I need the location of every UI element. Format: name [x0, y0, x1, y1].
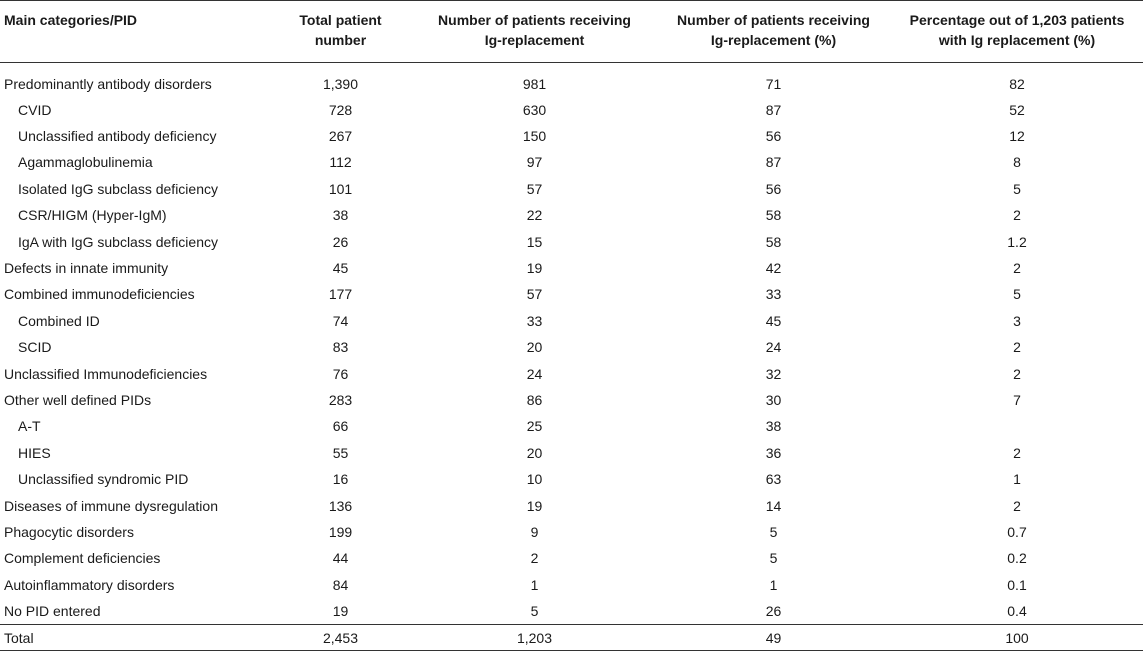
- cell-total: 76: [332, 365, 349, 382]
- table-row: [0, 149, 1143, 175]
- cell-ig-percent: 56: [765, 180, 782, 197]
- table-row: [0, 308, 1143, 334]
- cell-percent-of-1203: 0.1: [1007, 576, 1027, 593]
- cell-total: 2,453: [322, 629, 359, 646]
- cell-percent-of-1203: 5: [1013, 286, 1021, 303]
- cell-ig-percent: 26: [765, 602, 782, 619]
- row-label: No PID entered: [4, 602, 101, 619]
- cell-percent-of-1203: 100: [1005, 629, 1029, 646]
- cell-ig-percent: 42: [765, 260, 782, 277]
- row-label: Phagocytic disorders: [4, 523, 134, 540]
- cell-ig-count: 86: [526, 391, 543, 408]
- cell-total: 101: [328, 180, 353, 197]
- cell-percent-of-1203: 3: [1013, 312, 1021, 329]
- cell-percent-of-1203: 2: [1013, 260, 1021, 277]
- table-row: [0, 413, 1143, 439]
- cell-total: 44: [332, 550, 349, 567]
- cell-total: 199: [328, 523, 353, 540]
- table-row: [0, 202, 1143, 228]
- table-row: [0, 123, 1143, 149]
- table-total-row: [0, 624, 1143, 650]
- row-label: Diseases of immune dysregulation: [4, 497, 218, 514]
- row-label: CSR/HIGM (Hyper-IgM): [18, 207, 167, 224]
- column-header-total: Total patient number: [268, 1, 413, 63]
- cell-total: 177: [328, 286, 353, 303]
- row-label: SCID: [18, 339, 52, 356]
- cell-ig-percent: 30: [765, 391, 782, 408]
- table-row: [0, 466, 1143, 492]
- table-row: [0, 281, 1143, 307]
- cell-ig-count: 150: [522, 128, 547, 145]
- cell-ig-count: 19: [526, 260, 543, 277]
- cell-ig-count: 2: [530, 550, 539, 567]
- row-label: Unclassified antibody deficiency: [18, 128, 217, 145]
- table-row: [0, 97, 1143, 123]
- cell-percent-of-1203: 0.4: [1007, 602, 1027, 619]
- cell-percent-of-1203: 52: [1009, 101, 1025, 118]
- cell-ig-count: 57: [526, 180, 543, 197]
- cell-percent-of-1203: 2: [1013, 207, 1021, 224]
- cell-percent-of-1203: 1: [1013, 471, 1021, 488]
- table-row: [0, 440, 1143, 466]
- cell-ig-percent: 49: [765, 629, 782, 646]
- cell-total: 84: [332, 576, 349, 593]
- cell-ig-percent: 58: [765, 207, 782, 224]
- cell-percent-of-1203: 12: [1009, 128, 1025, 145]
- cell-total: 267: [328, 128, 353, 145]
- column-header-percent-of-1203: Percentage out of 1,203 patients with Ig replacement (%): [891, 1, 1143, 63]
- row-label: CVID: [18, 101, 52, 118]
- row-label: Unclassified Immunodeficiencies: [4, 365, 208, 382]
- cell-total: 74: [332, 312, 349, 329]
- cell-ig-count: 1: [530, 576, 539, 593]
- row-label: Total: [4, 629, 34, 646]
- table-row: [0, 545, 1143, 571]
- cell-ig-percent: 33: [765, 286, 782, 303]
- cell-ig-percent: 56: [765, 128, 782, 145]
- row-label: Isolated IgG subclass deficiency: [18, 180, 218, 197]
- row-label: Defects in innate immunity: [4, 260, 169, 277]
- cell-ig-count: 20: [526, 339, 543, 356]
- cell-ig-percent: 63: [765, 471, 782, 488]
- table-row: [0, 492, 1143, 518]
- table-row: [0, 255, 1143, 281]
- cell-ig-percent: 5: [769, 523, 778, 540]
- column-header-ig-count: Number of patients receiving Ig-replacement: [413, 1, 656, 63]
- cell-total: 1,390: [322, 75, 359, 92]
- table-body: [0, 63, 1143, 651]
- cell-total: 26: [332, 233, 349, 250]
- cell-total: 728: [328, 101, 353, 118]
- row-label: Combined immunodeficiencies: [4, 286, 195, 303]
- cell-percent-of-1203: 2: [1013, 444, 1021, 461]
- cell-percent-of-1203: 2: [1013, 365, 1021, 382]
- cell-ig-count: 9: [530, 523, 539, 540]
- cell-percent-of-1203: 0.7: [1007, 523, 1027, 540]
- cell-total: 66: [332, 418, 349, 435]
- cell-ig-count: 24: [526, 365, 543, 382]
- cell-ig-percent: 24: [765, 339, 782, 356]
- cell-ig-percent: 71: [765, 75, 782, 92]
- cell-ig-count: 25: [526, 418, 543, 435]
- cell-percent-of-1203: 82: [1009, 75, 1025, 92]
- cell-total: 38: [332, 207, 349, 224]
- row-label: Agammaglobulinemia: [18, 154, 153, 171]
- cell-ig-percent: 58: [765, 233, 782, 250]
- cell-percent-of-1203: [891, 413, 1143, 439]
- cell-percent-of-1203: 0.2: [1007, 550, 1027, 567]
- cell-total: 83: [332, 339, 349, 356]
- row-label: IgA with IgG subclass deficiency: [18, 233, 218, 250]
- cell-ig-count: 22: [526, 207, 543, 224]
- cell-ig-count: 630: [522, 101, 547, 118]
- cell-total: 283: [328, 391, 353, 408]
- row-label: Predominantly antibody disorders: [4, 75, 212, 92]
- cell-ig-count: 57: [526, 286, 543, 303]
- cell-total: 55: [332, 444, 349, 461]
- table-row: [0, 360, 1143, 386]
- cell-percent-of-1203: 1.2: [1007, 233, 1027, 250]
- table-row: [0, 334, 1143, 360]
- row-label: A-T: [18, 418, 41, 435]
- cell-ig-count: 10: [526, 471, 543, 488]
- row-label: Other well defined PIDs: [4, 391, 152, 408]
- cell-percent-of-1203: 8: [1013, 154, 1021, 171]
- table-row: [0, 176, 1143, 202]
- cell-ig-count: 15: [526, 233, 543, 250]
- cell-ig-percent: 5: [769, 550, 778, 567]
- cell-ig-count: 20: [526, 444, 543, 461]
- cell-ig-percent: 38: [765, 418, 782, 435]
- cell-ig-percent: 45: [765, 312, 782, 329]
- cell-percent-of-1203: 5: [1013, 180, 1021, 197]
- cell-ig-count: 19: [526, 497, 543, 514]
- row-label: Complement deficiencies: [4, 550, 161, 567]
- table-row: [0, 63, 1143, 97]
- column-header-ig-percent: Number of patients receiving Ig-replacement (%): [656, 1, 891, 63]
- cell-ig-count: 33: [526, 312, 543, 329]
- cell-ig-percent: 36: [765, 444, 782, 461]
- cell-ig-percent: 87: [765, 101, 782, 118]
- cell-total: 16: [332, 471, 349, 488]
- table-header-row: [0, 1, 1143, 63]
- cell-ig-count: 5: [530, 602, 539, 619]
- cell-ig-count: 981: [522, 75, 547, 92]
- cell-total: 136: [328, 497, 353, 514]
- table-row: [0, 598, 1143, 624]
- column-header-category: Main categories/PID: [0, 1, 268, 63]
- table-row: [0, 519, 1143, 545]
- cell-percent-of-1203: 7: [1013, 391, 1021, 408]
- cell-total: 112: [329, 154, 352, 171]
- cell-total: 45: [332, 260, 349, 277]
- table-row: [0, 228, 1143, 254]
- cell-total: 19: [332, 602, 349, 619]
- cell-ig-percent: 1: [769, 576, 778, 593]
- row-label: Unclassified syndromic PID: [18, 471, 189, 488]
- row-label: HIES: [18, 444, 51, 461]
- cell-ig-percent: 14: [765, 497, 782, 514]
- table-row: [0, 387, 1143, 413]
- cell-percent-of-1203: 2: [1013, 497, 1021, 514]
- row-label: Combined ID: [18, 312, 100, 329]
- cell-ig-percent: 32: [765, 365, 782, 382]
- cell-ig-percent: 87: [765, 154, 782, 171]
- row-label: Autoinflammatory disorders: [4, 576, 175, 593]
- cell-ig-count: 1,203: [516, 629, 553, 646]
- cell-ig-count: 97: [526, 154, 543, 171]
- cell-percent-of-1203: 2: [1013, 339, 1021, 356]
- table-row: [0, 572, 1143, 598]
